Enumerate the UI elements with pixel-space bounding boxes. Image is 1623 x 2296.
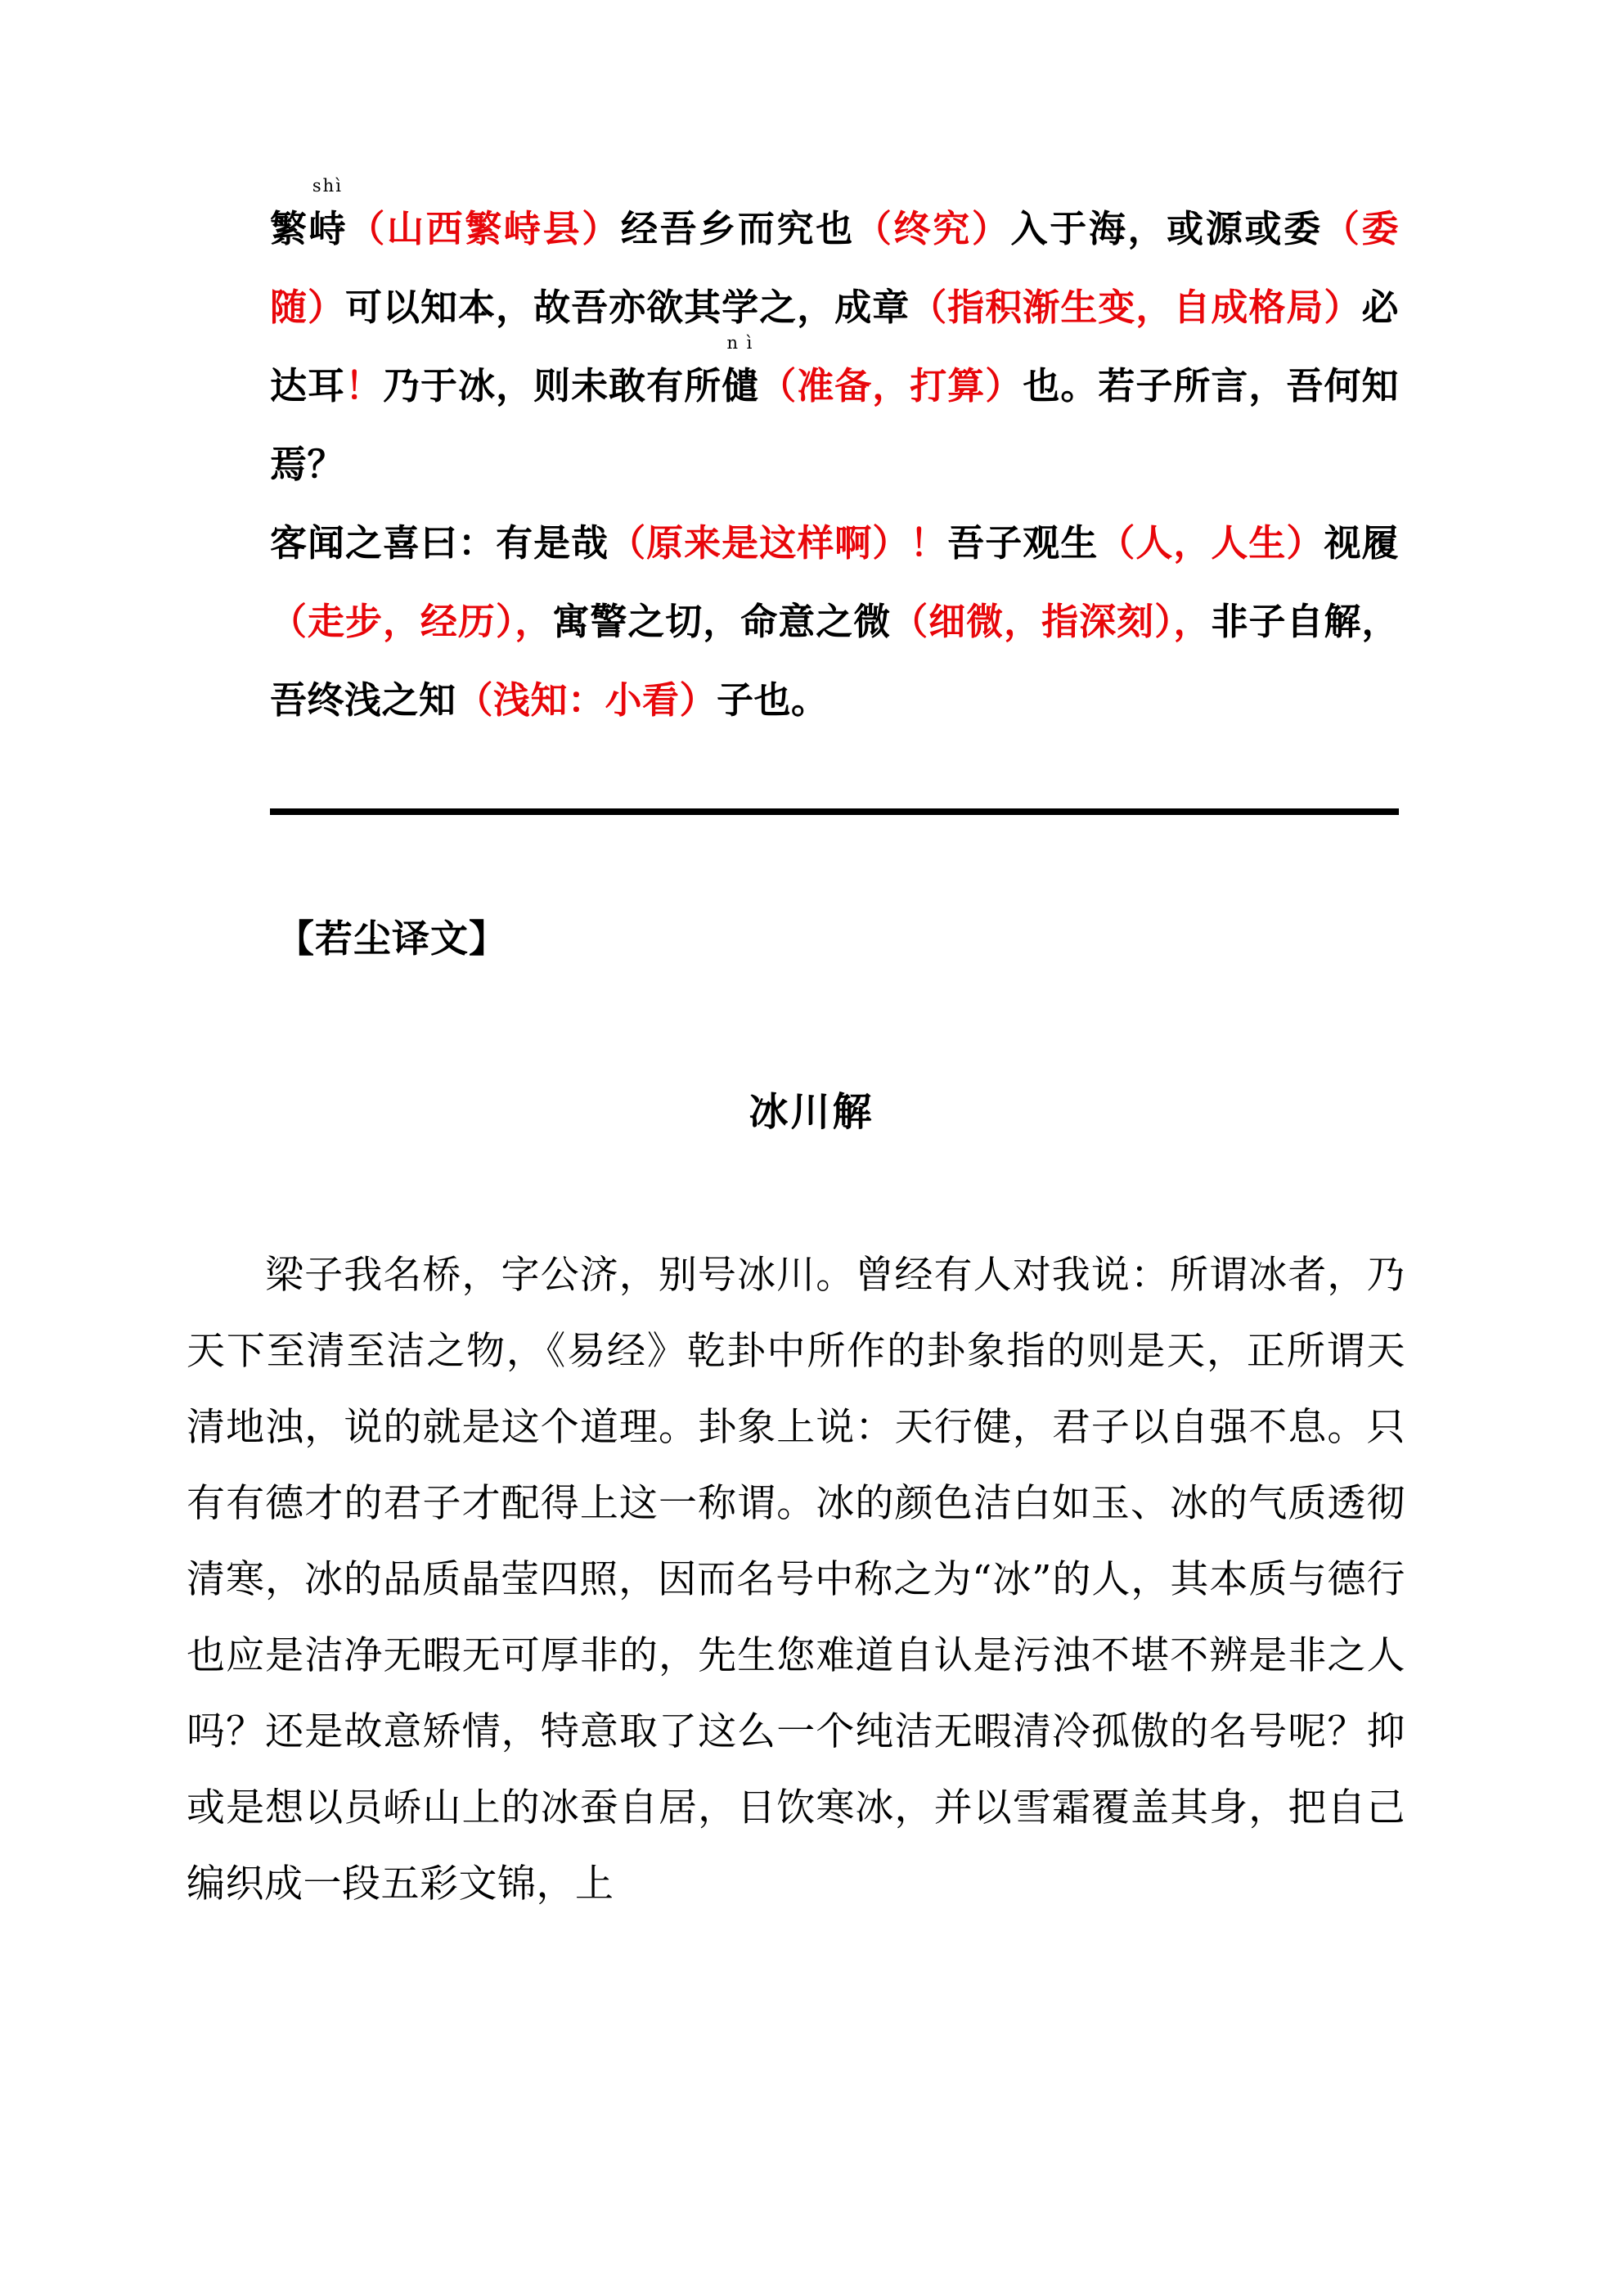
ruby-annotation-shi xyxy=(308,176,347,250)
section-heading: 【若尘译文】 xyxy=(276,916,507,961)
classical-text-run: 寓警之切，命意之微 xyxy=(552,600,892,643)
gloss-exclamation: ！ xyxy=(345,364,384,407)
gloss-note: （走步，经历）， xyxy=(270,600,553,643)
translation-body xyxy=(187,1237,1405,1922)
classical-text-run: 视履 xyxy=(1324,521,1399,565)
classical-text-run: 客闻之喜曰：有是哉 xyxy=(270,521,609,565)
annotated-passage xyxy=(270,176,1399,740)
translation-paragraph: 梁子我名桥，字公济，别号冰川。曾经有人对我说：所谓冰者，乃天下至清至洁之物，《易经》乾卦中所作的卦象指的则是天，正所谓天清地浊，说的就是这个道理。卦象上说：天行健，君子以自强不息。只有有德才的君子才配得上这一称谓。冰的颜色洁白如玉、冰的气质透彻清寒，冰的品质晶莹四照，因而名号中称之为“冰”的人，其本质与德行也应是洁净无暇无可厚非的，先生您难道自认是污浊不堪不辨是非之人吗？还是故意矫情，特意取了这么一个纯洁无暇清冷孤傲的名号呢？抑或是想以员峤山上的冰蚕自居，日饮寒冰，并以雪霜覆盖其身，把自己编织成一段五彩文锦，上 xyxy=(187,1253,1405,1907)
classical-text-run: 子也。 xyxy=(717,678,829,722)
classical-text-run: 也。若子所言，吾何知焉？ xyxy=(270,364,1399,486)
classical-text-run: 经吾乡而究也 xyxy=(620,207,855,250)
annotated-paragraph-1 xyxy=(270,176,1399,504)
gloss-note: （准备，打算） xyxy=(758,364,1023,407)
work-title: 冰川解 xyxy=(749,1089,874,1135)
classical-text-run: 必达耳 xyxy=(270,286,1399,407)
ruby-annotation-ni xyxy=(722,333,759,407)
annotated-paragraph-2 xyxy=(270,504,1399,740)
ruby-reading: n ì xyxy=(726,333,754,353)
classical-text-run: 吾子观生 xyxy=(947,521,1099,565)
classical-text-run: 繁 xyxy=(270,207,309,250)
ruby-base: 儙 xyxy=(722,364,759,407)
gloss-note: （终究） xyxy=(854,207,1011,250)
gloss-note: （原来是这样啊）！ xyxy=(609,521,948,565)
gloss-note: （指积渐生变，自成格局） xyxy=(910,286,1362,329)
classical-text-run: 乃于冰，则未敢有所 xyxy=(383,364,722,407)
classical-text-run: 可以知本，故吾亦欲其学之，成章 xyxy=(345,286,910,329)
gloss-note: （委随） xyxy=(270,207,1399,329)
gloss-note: （人，人生） xyxy=(1098,521,1324,565)
classical-text-run: 非子自解，吾终浅之知 xyxy=(270,600,1399,722)
section-divider xyxy=(270,808,1399,815)
ruby-reading: shì xyxy=(312,176,343,196)
gloss-note: （山西繁峙县） xyxy=(346,207,621,250)
gloss-note: （浅知：小看） xyxy=(456,678,717,722)
classical-text-run: 入于海，或源或委 xyxy=(1010,207,1323,250)
ruby-base: 峙 xyxy=(308,207,347,250)
gloss-note: （细微，指深刻）， xyxy=(891,600,1212,643)
